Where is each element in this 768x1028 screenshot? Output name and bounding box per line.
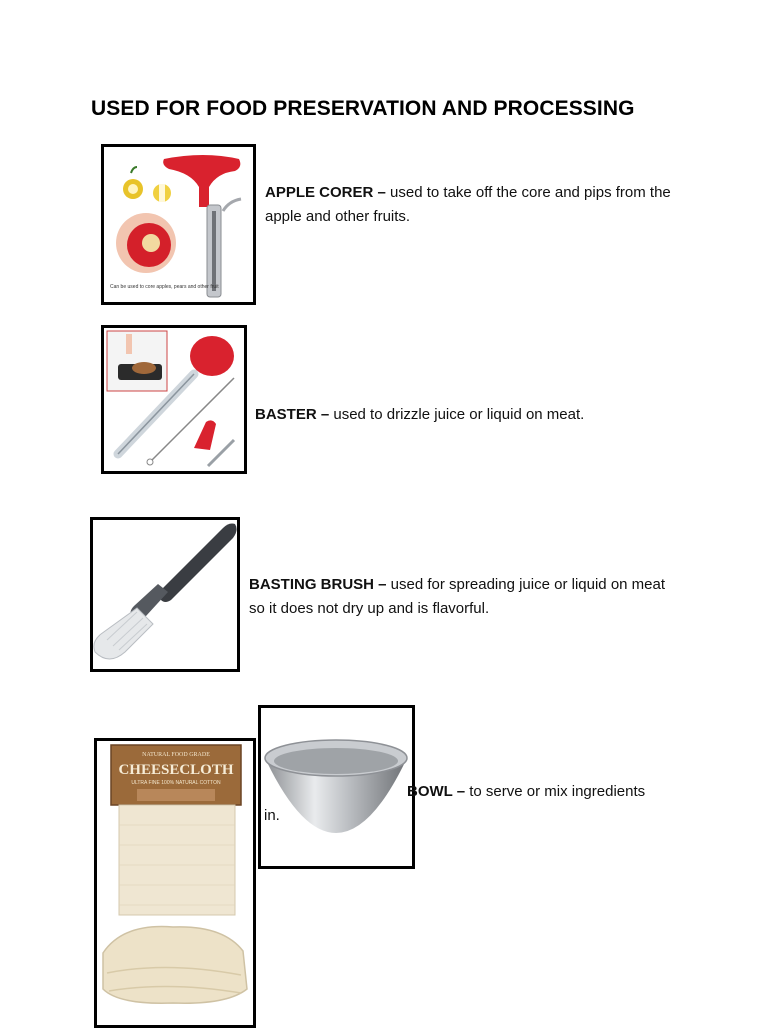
apple-corer-text: used to take off the core and pips from the apple and other fruits. (265, 184, 671, 225)
corer-handle-icon (163, 155, 240, 207)
basting-brush-text: used for spreading juice or liquid on meat so it does not dry up and is flavorful. (249, 576, 666, 617)
baster-cap-icon (194, 420, 216, 450)
brush-handle-icon (159, 524, 237, 603)
basting-brush-image (90, 517, 240, 672)
page-heading: USED FOR FOOD PRESERVATION AND PROCESSING (91, 97, 635, 120)
apple-corer-image (101, 144, 256, 305)
basting-brush-icon (93, 520, 237, 669)
baster-term: BASTER – (255, 406, 330, 423)
injector-needle-icon (208, 440, 234, 466)
baster-inset-photo (107, 331, 167, 391)
brush-bristles-icon (94, 608, 153, 659)
stainless-bowl-icon (261, 708, 412, 866)
cheesecloth-package-top: NATURAL FOOD GRADE (142, 752, 210, 758)
cheesecloth-bag-icon (119, 805, 235, 915)
cheesecloth-package-title: CHEESECLOTH (118, 762, 234, 778)
baster-image (101, 325, 247, 474)
baster-bulb-icon (190, 336, 234, 376)
folded-cheesecloth-icon (103, 927, 247, 1004)
bowl-description (407, 780, 677, 804)
baster-description (255, 403, 675, 427)
baster-text: used to drizzle juice or liquid on meat. (329, 406, 585, 423)
basting-brush-description (249, 573, 669, 621)
bowl-text: to serve or mix ingredients (465, 783, 646, 800)
baster-icon (104, 328, 244, 471)
bowl-description-line2: in. (264, 807, 280, 824)
cheesecloth-icon (97, 741, 253, 1028)
cheesecloth-package-subtitle: ULTRA FINE 100% NATURAL COTTON (131, 780, 221, 786)
basting-brush-term: BASTING BRUSH – (249, 576, 387, 593)
apple-corer-icon (104, 147, 253, 302)
bowl-term: BOWL – (407, 783, 466, 800)
apple-corer-caption: Can be used to core apples, pears and other fruit (110, 284, 219, 290)
bowl-image (258, 705, 415, 869)
apple-corer-term: APPLE CORER – (265, 184, 386, 201)
apple-corer-description (265, 181, 675, 229)
cheesecloth-image (94, 738, 256, 1028)
